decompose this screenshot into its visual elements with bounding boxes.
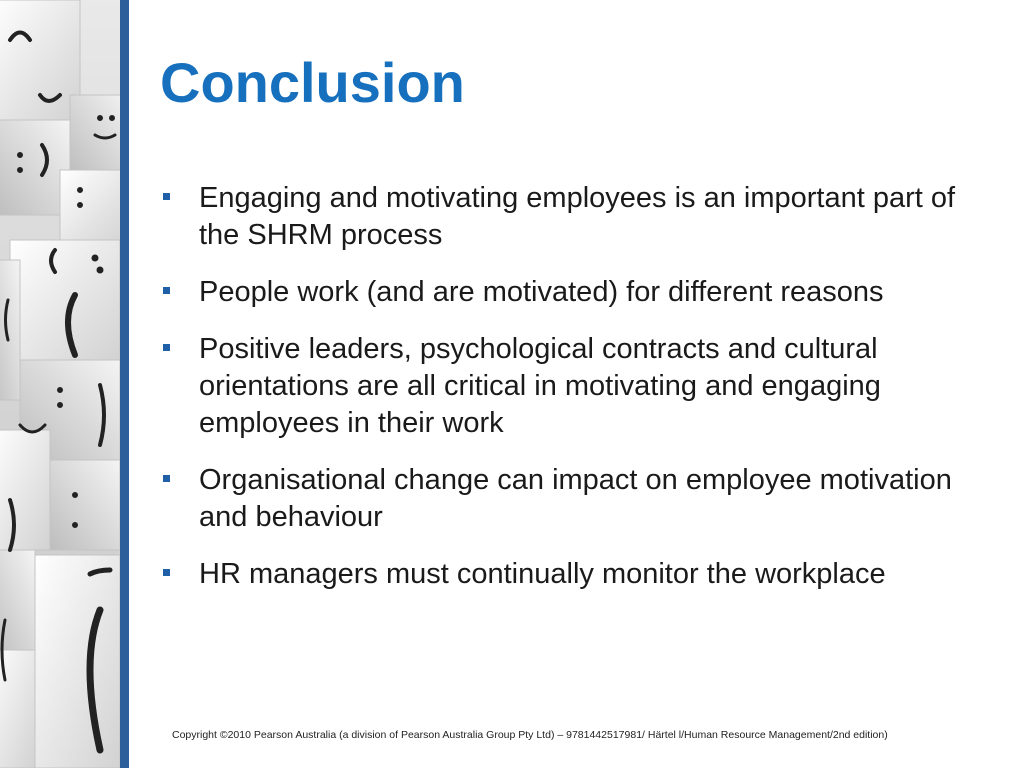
copyright-notice: Copyright ©2010 Pearson Australia (a division of Pearson Australia Group Pty Ltd) – 9781442517981/ Härtel l/Human Resource Management/2nd edition) — [172, 729, 888, 741]
square-bullet-icon — [163, 344, 170, 351]
bullet-text: People work (and are motivated) for different reasons — [199, 276, 884, 308]
bullet-text: Engaging and motivating employees is an important part of the SHRM process — [199, 182, 956, 251]
dice-illustration — [0, 0, 120, 768]
bullet-item — [160, 556, 960, 593]
accent-bar — [120, 0, 129, 768]
bullet-text: Positive leaders, psychological contracts and cultural orientations are all critical in motivating and engaging employees in their work — [199, 333, 881, 439]
square-bullet-icon — [163, 193, 170, 200]
square-bullet-icon — [163, 569, 170, 576]
bullet-item — [160, 180, 960, 254]
bullet-item — [160, 462, 960, 536]
bullet-item — [160, 331, 960, 442]
smiley-dice-image — [0, 0, 120, 768]
bullet-text: HR managers must continually monitor the workplace — [199, 558, 886, 590]
square-bullet-icon — [163, 475, 170, 482]
bullet-list — [160, 180, 960, 613]
bullet-text: Organisational change can impact on employee motivation and behaviour — [199, 464, 952, 533]
bullet-item — [160, 274, 960, 311]
slide-title: Conclusion — [160, 51, 465, 114]
square-bullet-icon — [163, 287, 170, 294]
